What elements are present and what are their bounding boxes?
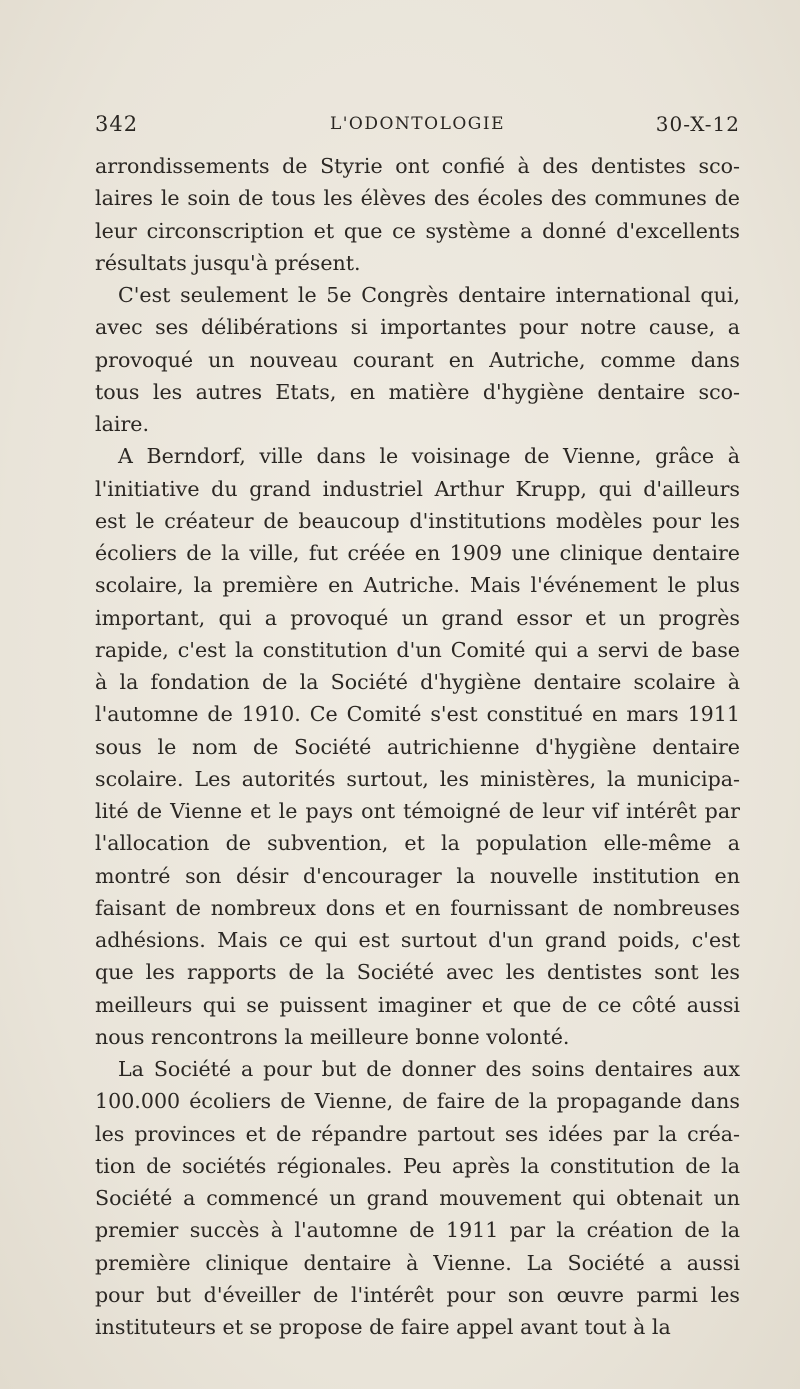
text-line: première clinique dentaire à Vienne. La Société a aussi <box>95 1250 740 1275</box>
paragraph <box>95 1053 740 1343</box>
text-line: La Société a pour but de donner des soins dentaires aux <box>118 1057 740 1081</box>
text-line: que les rapports de la Société avec les dentistes sont les <box>95 960 740 985</box>
text-line: lité de Vienne et le pays ont témoigné de leur vif intérêt par <box>95 799 740 823</box>
issue-date: 30-X-12 <box>655 112 740 136</box>
text-line: l'automne de 1910. Ce Comité s'est constitué en mars 1911 <box>95 702 740 727</box>
text-line: instituteurs et se propose de faire appel avant tout à la <box>95 1315 671 1339</box>
text-line: nous rencontrons la meilleure bonne volonté. <box>95 1024 570 1049</box>
text-line: premier succès à l'automne de 1911 par la création de la <box>95 1218 740 1243</box>
text-line: tous les autres Etats, en matière d'hygiène dentaire sco- <box>95 379 740 404</box>
text-line: rapide, c'est la constitution d'un Comité qui a servi de base <box>95 637 740 662</box>
text-line: montré son désir d'encourager la nouvelle institution en <box>95 863 740 888</box>
text-line: meilleurs qui se puissent imaginer et que de ce côté aussi <box>95 992 740 1017</box>
text-line: scolaire, la première en Autriche. Mais l'événement le plus <box>95 573 740 598</box>
text-line: 100.000 écoliers de Vienne, de faire de la propagande dans <box>95 1089 740 1114</box>
text-line: à la fondation de la Société d'hygiène dentaire scolaire à <box>95 670 740 694</box>
paragraph <box>95 150 740 279</box>
text-line: leur circonscription et que ce système a donné d'excellents <box>95 218 740 243</box>
page-number: 342 <box>95 112 139 136</box>
paragraph <box>95 279 740 440</box>
running-title: L'ODONTOLOGIE <box>329 114 506 134</box>
text-line: sous le nom de Société autrichienne d'hygiène dentaire <box>95 734 740 759</box>
text-line: adhésions. Mais ce qui est surtout d'un grand poids, c'est <box>95 928 740 952</box>
text-line: pour but d'éveiller de l'intérêt pour son œuvre parmi les <box>95 1282 740 1307</box>
text-line: scolaire. Les autorités surtout, les ministères, la municipa- <box>95 766 740 791</box>
text-line: tion de sociétés régionales. Peu après la constitution de la <box>95 1153 740 1178</box>
text-line: l'initiative du grand industriel Arthur Krupp, qui d'ailleurs <box>95 476 740 501</box>
text-line: arrondissements de Styrie ont confié à des dentistes sco- <box>95 154 740 178</box>
text-line: écoliers de la ville, fut créée en 1909 une clinique dentaire <box>95 541 740 565</box>
text-line: laire. <box>95 412 150 436</box>
text-line: est le créateur de beaucoup d'institutions modèles pour les <box>95 508 740 533</box>
text-line: l'allocation de subvention, et la population elle-même a <box>95 831 740 856</box>
text-line: provoqué un nouveau courant en Autriche, comme dans <box>95 347 740 372</box>
text-line: laires le soin de tous les élèves des écoles des communes de <box>95 186 740 211</box>
paragraph <box>95 440 740 1053</box>
text-line: les provinces et de répandre partout ses idées par la créa- <box>95 1121 740 1146</box>
running-header <box>95 112 740 142</box>
body-text <box>95 150 740 1343</box>
text-line: Société a commencé un grand mouvement qui obtenait un <box>95 1186 740 1210</box>
text-line: faisant de nombreux dons et en fournissant de nombreuses <box>95 895 740 920</box>
text-line: important, qui a provoqué un grand essor et un progrès <box>95 605 740 630</box>
text-line: avec ses délibérations si importantes pour notre cause, a <box>95 315 740 340</box>
text-line: A Berndorf, ville dans le voisinage de Vienne, grâce à <box>118 444 740 469</box>
text-line: C'est seulement le 5e Congrès dentaire international qui, <box>118 283 740 307</box>
text-line: résultats jusqu'à présent. <box>95 250 361 275</box>
